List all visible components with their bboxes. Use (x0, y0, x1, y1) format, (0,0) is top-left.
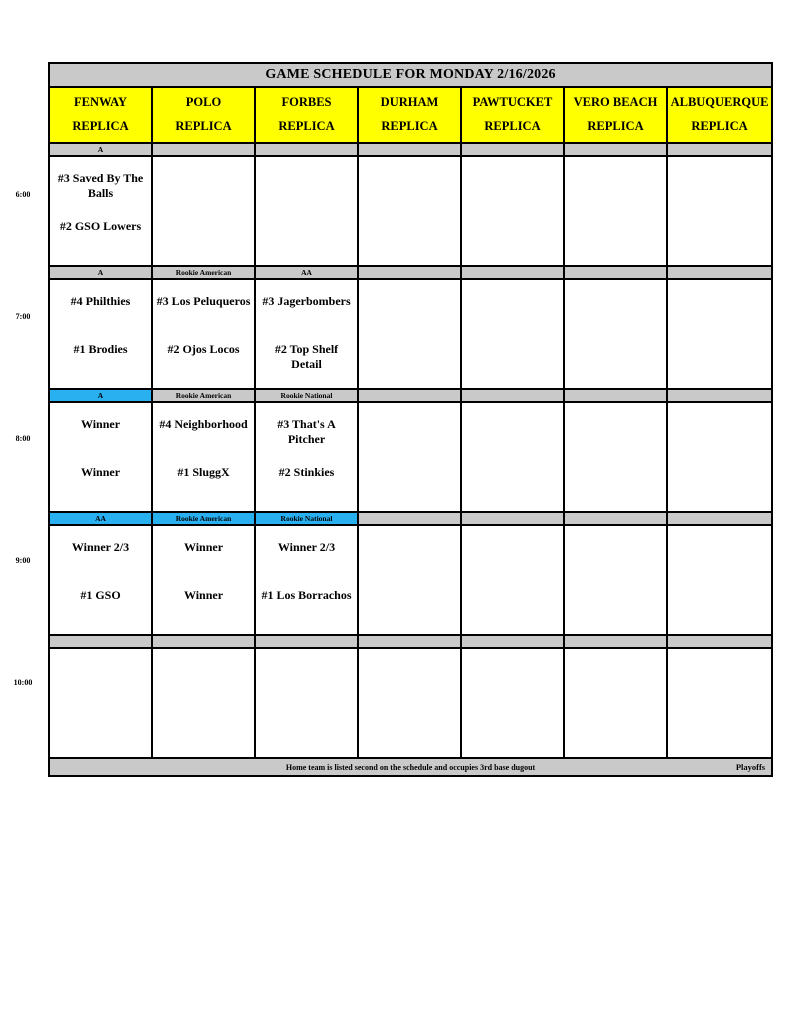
division-band: AA (49, 512, 152, 525)
field-header-vero-beach (564, 87, 667, 143)
division-band (358, 143, 461, 156)
footer-note (49, 758, 772, 776)
game-slot (667, 648, 772, 758)
division-band (461, 389, 564, 402)
game-slot (667, 279, 772, 389)
game-slot (461, 648, 564, 758)
game-slot (255, 402, 358, 512)
division-band (461, 512, 564, 525)
footer-row (49, 758, 772, 776)
page-title: GAME SCHEDULE FOR MONDAY 2/16/2026 (49, 63, 772, 87)
division-band (667, 512, 772, 525)
game-slot (564, 648, 667, 758)
home-team: #2 Top Shelf Detail (274, 342, 339, 371)
field-name-line1: FORBES (281, 95, 332, 110)
game-slot (358, 525, 461, 635)
field-header-polo (152, 87, 255, 143)
field-name-line1: DURHAM (380, 95, 439, 110)
division-band: A (49, 143, 152, 156)
game-slot (358, 402, 461, 512)
game-row (49, 279, 772, 389)
division-band (152, 635, 255, 648)
home-team: #2 Stinkies (278, 465, 335, 479)
game-slot (152, 402, 255, 512)
field-header-albuquerque (667, 87, 772, 143)
division-band-row (49, 635, 772, 648)
game-slot (49, 648, 152, 758)
field-name-line2: REPLICA (381, 119, 438, 133)
time-label-8: 8:00 (15, 434, 31, 443)
game-row (49, 156, 772, 266)
division-band (461, 143, 564, 156)
field-name-line2: REPLICA (587, 119, 644, 133)
away-team: #3 Jagerbombers (262, 294, 351, 308)
time-label-9: 9:00 (15, 556, 31, 565)
field-name-line2: REPLICA (175, 119, 232, 133)
time-label-6: 6:00 (15, 190, 31, 199)
field-name-line1: PAWTUCKET (472, 95, 553, 110)
field-name-line2: REPLICA (72, 119, 129, 133)
away-team: Winner 2/3 (277, 540, 336, 554)
field-name-line2: REPLICA (484, 119, 541, 133)
division-band: Rookie American (152, 389, 255, 402)
game-slot (255, 525, 358, 635)
footer-playoffs-label: Playoffs (735, 762, 766, 772)
division-band (564, 635, 667, 648)
division-band (358, 389, 461, 402)
home-team: #2 GSO Lowers (59, 219, 142, 233)
game-slot (152, 648, 255, 758)
game-slot (255, 279, 358, 389)
game-slot (255, 156, 358, 266)
division-band-row (49, 389, 772, 402)
away-team: Winner (183, 540, 224, 554)
division-band-row (49, 266, 772, 279)
game-slot (49, 525, 152, 635)
field-header-pawtucket (461, 87, 564, 143)
game-slot (358, 279, 461, 389)
division-band (564, 266, 667, 279)
away-team: #3 That's A Pitcher (277, 417, 336, 446)
game-slot (461, 156, 564, 266)
field-name-line1: POLO (185, 95, 222, 110)
division-band (461, 635, 564, 648)
division-band (667, 635, 772, 648)
footer-note-text: Home team is listed second on the schedule and occupies 3rd base dugout (285, 762, 536, 772)
game-slot (564, 156, 667, 266)
division-band (461, 266, 564, 279)
division-band (667, 389, 772, 402)
game-slot (461, 525, 564, 635)
away-team: #3 Saved By The Balls (57, 171, 144, 200)
division-band: Rookie National (255, 512, 358, 525)
division-band (49, 635, 152, 648)
division-band: Rookie National (255, 389, 358, 402)
game-slot (152, 525, 255, 635)
field-name-line2: REPLICA (691, 119, 748, 133)
field-header-row (49, 87, 772, 143)
field-name-line1: ALBUQUERQUE (670, 95, 769, 110)
away-team: #3 Los Peluqueros (156, 294, 251, 308)
division-band (564, 512, 667, 525)
division-band: AA (255, 266, 358, 279)
field-header-durham (358, 87, 461, 143)
game-slot (564, 402, 667, 512)
game-slot (667, 402, 772, 512)
game-slot (358, 156, 461, 266)
away-team: Winner (80, 417, 121, 431)
home-team: #1 Los Borrachos (261, 588, 352, 602)
division-band: Rookie American (152, 266, 255, 279)
field-header-forbes (255, 87, 358, 143)
game-row (49, 525, 772, 635)
home-team: Winner (80, 465, 121, 479)
division-band (564, 389, 667, 402)
division-band (255, 143, 358, 156)
division-band-row (49, 512, 772, 525)
game-slot (461, 402, 564, 512)
home-team: #1 GSO (80, 588, 121, 602)
game-slot (49, 279, 152, 389)
time-label-7: 7:00 (15, 312, 31, 321)
division-band (152, 143, 255, 156)
game-slot (255, 648, 358, 758)
division-band (358, 635, 461, 648)
division-band: Rookie American (152, 512, 255, 525)
schedule-sheet (48, 62, 771, 777)
division-band: A (49, 266, 152, 279)
division-band (255, 635, 358, 648)
away-team: #4 Neighborhood (159, 417, 248, 431)
division-band: A (49, 389, 152, 402)
game-slot (152, 156, 255, 266)
division-band (667, 266, 772, 279)
game-slot (667, 525, 772, 635)
away-team: Winner 2/3 (71, 540, 130, 554)
division-band (667, 143, 772, 156)
field-name-line2: REPLICA (278, 119, 335, 133)
field-name-line1: VERO BEACH (573, 95, 658, 110)
game-slot (358, 648, 461, 758)
title-row (49, 63, 772, 87)
division-band (358, 266, 461, 279)
game-slot (49, 156, 152, 266)
home-team: #2 Ojos Locos (167, 342, 240, 356)
game-slot (667, 156, 772, 266)
home-team: #1 SluggX (177, 465, 230, 479)
game-slot (564, 279, 667, 389)
division-band (564, 143, 667, 156)
field-header-fenway (49, 87, 152, 143)
field-name-line1: FENWAY (73, 95, 128, 110)
time-label-10: 10:00 (13, 678, 33, 687)
home-team: #1 Brodies (73, 342, 128, 356)
game-slot (461, 279, 564, 389)
game-row (49, 648, 772, 758)
division-band-row (49, 143, 772, 156)
game-slot (152, 279, 255, 389)
away-team: #4 Philthies (70, 294, 131, 308)
game-row (49, 402, 772, 512)
home-team: Winner (183, 588, 224, 602)
division-band (358, 512, 461, 525)
game-slot (49, 402, 152, 512)
schedule-table (48, 62, 773, 777)
game-slot (564, 525, 667, 635)
